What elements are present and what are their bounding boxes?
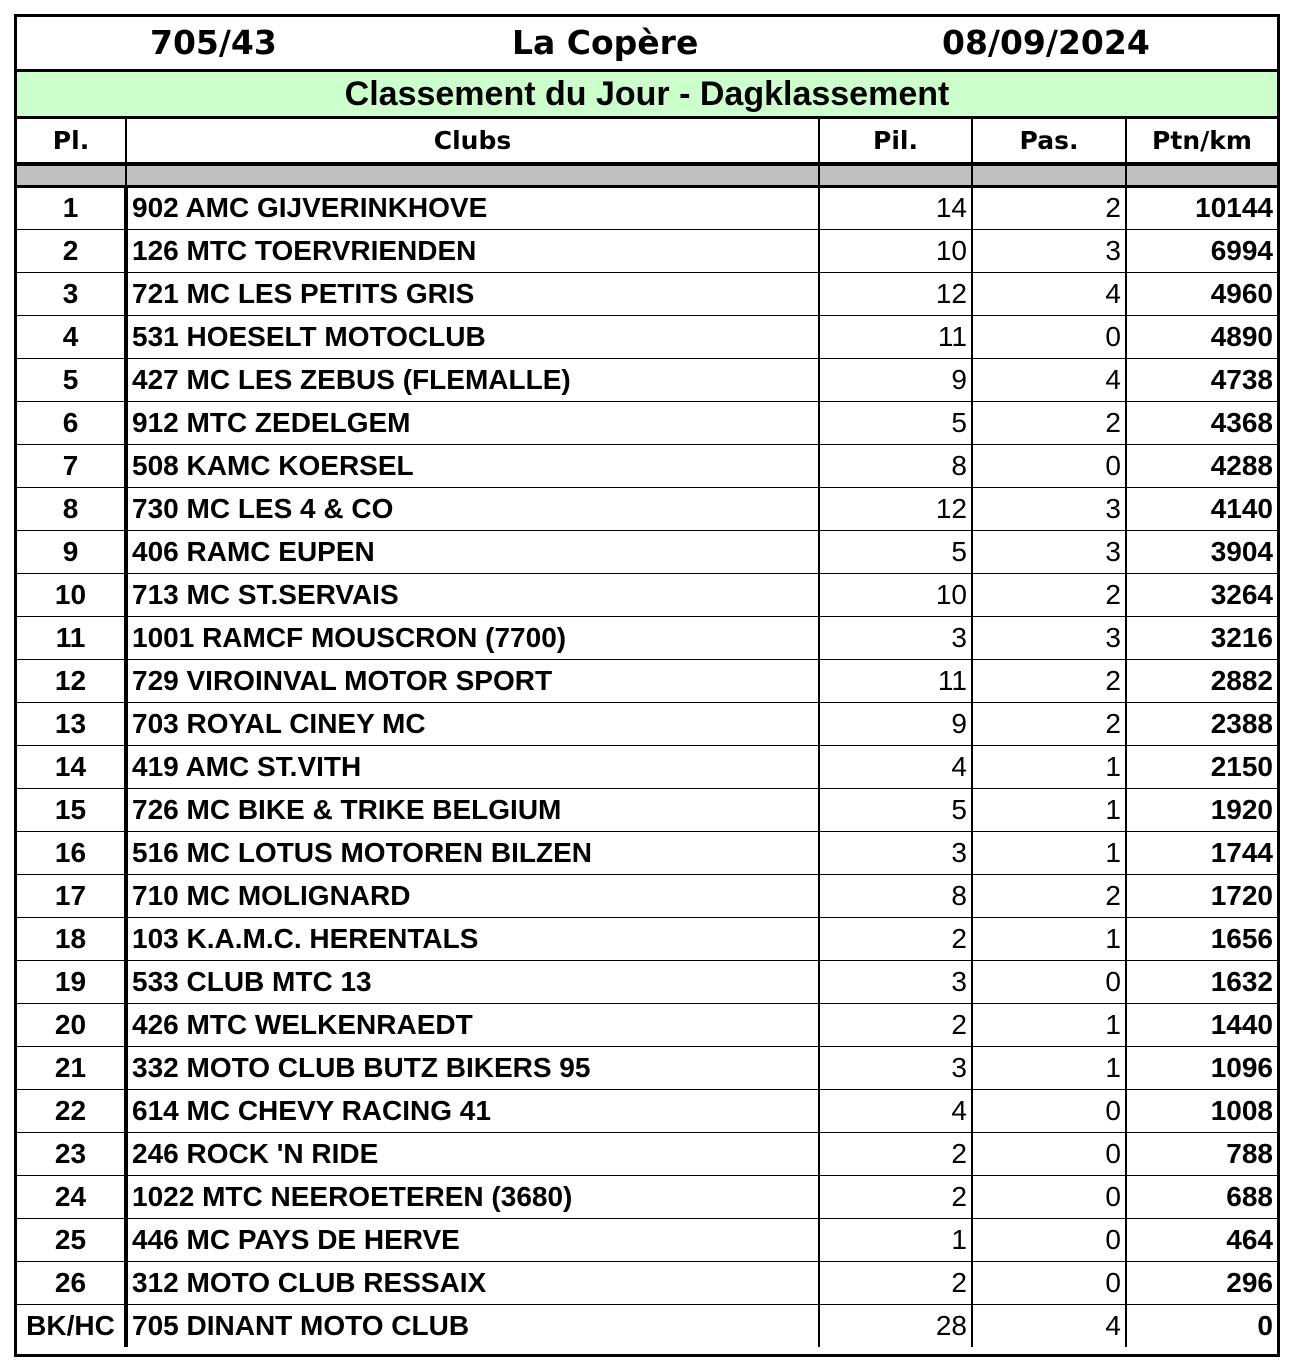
table-row [17, 1089, 1277, 1132]
row-riders: 12 [819, 487, 972, 530]
row-passengers: 0 [972, 444, 1126, 487]
row-club: 902 AMC GIJVERINKHOVE [126, 186, 819, 229]
row-club: 703 ROYAL CINEY MC [126, 702, 819, 745]
row-riders: 1 [819, 1218, 972, 1261]
row-place: 23 [17, 1132, 126, 1175]
row-points: 1656 [1126, 917, 1277, 960]
row-club: 726 MC BIKE & TRIKE BELGIUM [126, 788, 819, 831]
table-row [17, 272, 1277, 315]
row-passengers: 2 [972, 573, 1126, 616]
row-passengers: 0 [972, 315, 1126, 358]
event-place: La Copère [512, 23, 699, 62]
row-riders: 10 [819, 573, 972, 616]
table-row [17, 1046, 1277, 1089]
row-riders: 9 [819, 358, 972, 401]
row-club: 427 MC LES ZEBUS (FLEMALLE) [126, 358, 819, 401]
row-riders: 2 [819, 1261, 972, 1304]
row-club: 332 MOTO CLUB BUTZ BIKERS 95 [126, 1046, 819, 1089]
row-place: 19 [17, 960, 126, 1003]
row-points: 3216 [1126, 616, 1277, 659]
table-row [17, 616, 1277, 659]
row-riders: 11 [819, 659, 972, 702]
row-points: 1920 [1126, 788, 1277, 831]
row-passengers: 1 [972, 1003, 1126, 1046]
row-riders: 14 [819, 186, 972, 229]
row-club: 1022 MTC NEEROETEREN (3680) [126, 1175, 819, 1218]
row-points: 1744 [1126, 831, 1277, 874]
row-points: 1008 [1126, 1089, 1277, 1132]
row-club: 713 MC ST.SERVAIS [126, 573, 819, 616]
row-passengers: 0 [972, 1218, 1126, 1261]
row-points: 1096 [1126, 1046, 1277, 1089]
row-place: 2 [17, 229, 126, 272]
row-points: 4738 [1126, 358, 1277, 401]
row-passengers: 4 [972, 1304, 1126, 1347]
row-riders: 10 [819, 229, 972, 272]
row-passengers: 1 [972, 831, 1126, 874]
row-club: 419 AMC ST.VITH [126, 745, 819, 788]
row-points: 788 [1126, 1132, 1277, 1175]
table-row [17, 530, 1277, 573]
row-club: 516 MC LOTUS MOTOREN BILZEN [126, 831, 819, 874]
row-points: 1440 [1126, 1003, 1277, 1046]
row-passengers: 0 [972, 1261, 1126, 1304]
row-passengers: 1 [972, 917, 1126, 960]
row-passengers: 3 [972, 487, 1126, 530]
sheet-header [17, 17, 1277, 72]
table-row [17, 1003, 1277, 1046]
row-passengers: 2 [972, 659, 1126, 702]
row-riders: 5 [819, 530, 972, 573]
row-place: 9 [17, 530, 126, 573]
row-points: 2150 [1126, 745, 1277, 788]
row-points: 1632 [1126, 960, 1277, 1003]
row-club: 533 CLUB MTC 13 [126, 960, 819, 1003]
row-riders: 2 [819, 1132, 972, 1175]
row-place: 14 [17, 745, 126, 788]
table-row [17, 186, 1277, 229]
row-riders: 2 [819, 1175, 972, 1218]
row-place: 1 [17, 186, 126, 229]
row-riders: 3 [819, 831, 972, 874]
row-place: 10 [17, 573, 126, 616]
row-club: 614 MC CHEVY RACING 41 [126, 1089, 819, 1132]
table-row [17, 1132, 1277, 1175]
row-points: 1720 [1126, 874, 1277, 917]
table-row [17, 831, 1277, 874]
row-passengers: 2 [972, 186, 1126, 229]
row-club: 912 MTC ZEDELGEM [126, 401, 819, 444]
table-row [17, 573, 1277, 616]
row-points: 296 [1126, 1261, 1277, 1304]
row-club: 312 MOTO CLUB RESSAIX [126, 1261, 819, 1304]
column-header-place: Pl. [17, 119, 126, 164]
event-code: 705/43 [150, 23, 277, 62]
row-club: 730 MC LES 4 & CO [126, 487, 819, 530]
row-passengers: 3 [972, 616, 1126, 659]
row-club: 705 DINANT MOTO CLUB [126, 1304, 819, 1347]
row-passengers: 1 [972, 1046, 1126, 1089]
table-row [17, 444, 1277, 487]
row-passengers: 0 [972, 1175, 1126, 1218]
row-place: 6 [17, 401, 126, 444]
row-place: 16 [17, 831, 126, 874]
table-row [17, 745, 1277, 788]
row-place: 13 [17, 702, 126, 745]
row-riders: 4 [819, 1089, 972, 1132]
table-row [17, 487, 1277, 530]
table-row [17, 659, 1277, 702]
row-club: 426 MTC WELKENRAEDT [126, 1003, 819, 1046]
row-place: 18 [17, 917, 126, 960]
row-points: 3264 [1126, 573, 1277, 616]
row-club: 710 MC MOLIGNARD [126, 874, 819, 917]
row-place: 25 [17, 1218, 126, 1261]
row-club: 729 VIROINVAL MOTOR SPORT [126, 659, 819, 702]
row-club: 508 KAMC KOERSEL [126, 444, 819, 487]
row-place: BK/HC [17, 1304, 126, 1347]
row-passengers: 2 [972, 401, 1126, 444]
table-row [17, 1261, 1277, 1304]
column-header-passengers: Pas. [972, 119, 1126, 164]
row-riders: 11 [819, 315, 972, 358]
row-place: 17 [17, 874, 126, 917]
separator-row [17, 164, 1277, 186]
row-riders: 8 [819, 874, 972, 917]
row-riders: 28 [819, 1304, 972, 1347]
row-place: 24 [17, 1175, 126, 1218]
row-passengers: 4 [972, 272, 1126, 315]
table-row [17, 917, 1277, 960]
row-club: 446 MC PAYS DE HERVE [126, 1218, 819, 1261]
row-riders: 4 [819, 745, 972, 788]
row-place: 22 [17, 1089, 126, 1132]
row-place: 11 [17, 616, 126, 659]
table-row [17, 702, 1277, 745]
row-place: 26 [17, 1261, 126, 1304]
column-header-club: Clubs [126, 119, 819, 164]
row-place: 12 [17, 659, 126, 702]
row-place: 4 [17, 315, 126, 358]
row-club: 406 RAMC EUPEN [126, 530, 819, 573]
row-riders: 9 [819, 702, 972, 745]
column-header-points: Ptn/km [1126, 119, 1277, 164]
row-place: 20 [17, 1003, 126, 1046]
row-points: 4288 [1126, 444, 1277, 487]
row-passengers: 3 [972, 530, 1126, 573]
table-row [17, 788, 1277, 831]
row-points: 4960 [1126, 272, 1277, 315]
table-row [17, 401, 1277, 444]
row-riders: 2 [819, 917, 972, 960]
table-row [17, 1218, 1277, 1261]
row-passengers: 2 [972, 702, 1126, 745]
row-points: 3904 [1126, 530, 1277, 573]
table-row [17, 1304, 1277, 1347]
row-place: 8 [17, 487, 126, 530]
column-header-riders: Pil. [819, 119, 972, 164]
row-passengers: 4 [972, 358, 1126, 401]
row-points: 2882 [1126, 659, 1277, 702]
row-riders: 12 [819, 272, 972, 315]
row-club: 126 MTC TOERVRIENDEN [126, 229, 819, 272]
row-points: 4368 [1126, 401, 1277, 444]
row-riders: 2 [819, 1003, 972, 1046]
table-row [17, 358, 1277, 401]
table-row [17, 229, 1277, 272]
row-passengers: 1 [972, 788, 1126, 831]
row-riders: 3 [819, 1046, 972, 1089]
ranking-title: Classement du Jour - Dagklassement [17, 72, 1277, 119]
row-passengers: 1 [972, 745, 1126, 788]
row-place: 3 [17, 272, 126, 315]
row-place: 5 [17, 358, 126, 401]
row-points: 688 [1126, 1175, 1277, 1218]
row-place: 21 [17, 1046, 126, 1089]
row-points: 2388 [1126, 702, 1277, 745]
row-club: 246 ROCK 'N RIDE [126, 1132, 819, 1175]
row-passengers: 2 [972, 874, 1126, 917]
row-riders: 3 [819, 616, 972, 659]
row-club: 531 HOESELT MOTOCLUB [126, 315, 819, 358]
row-riders: 8 [819, 444, 972, 487]
table-row [17, 1175, 1277, 1218]
row-points: 464 [1126, 1218, 1277, 1261]
ranking-table [17, 119, 1277, 1347]
table-row [17, 315, 1277, 358]
ranking-sheet [14, 14, 1280, 1357]
row-passengers: 3 [972, 229, 1126, 272]
row-club: 103 K.A.M.C. HERENTALS [126, 917, 819, 960]
row-riders: 5 [819, 788, 972, 831]
row-riders: 5 [819, 401, 972, 444]
row-points: 10144 [1126, 186, 1277, 229]
row-passengers: 0 [972, 1089, 1126, 1132]
row-points: 4890 [1126, 315, 1277, 358]
table-row [17, 874, 1277, 917]
row-points: 0 [1257, 1309, 1273, 1341]
row-club: 721 MC LES PETITS GRIS [126, 272, 819, 315]
row-place: 15 [17, 788, 126, 831]
event-date: 08/09/2024 [942, 23, 1150, 62]
row-passengers: 0 [972, 960, 1126, 1003]
row-points: 6994 [1126, 229, 1277, 272]
row-place: 7 [17, 444, 126, 487]
row-points: 4140 [1126, 487, 1277, 530]
row-riders: 3 [819, 960, 972, 1003]
table-row [17, 960, 1277, 1003]
column-header-row [17, 119, 1277, 164]
row-passengers: 0 [972, 1132, 1126, 1175]
row-club: 1001 RAMCF MOUSCRON (7700) [126, 616, 819, 659]
